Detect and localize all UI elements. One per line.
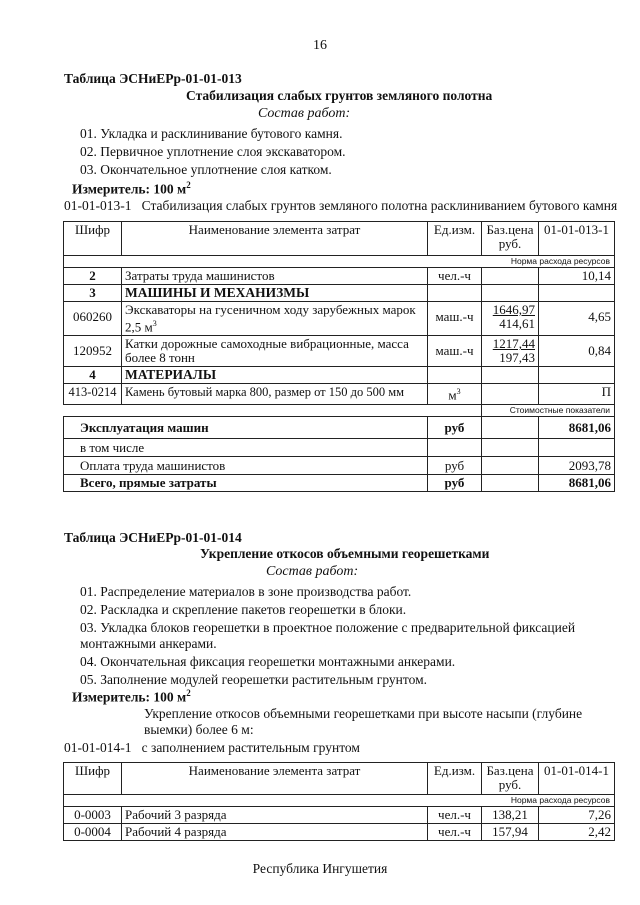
row-name: Камень бутовый марка 800, размер от 150 до 500 мм [122, 384, 428, 404]
row-price: 1217,44 197,43 [482, 336, 539, 367]
table2-work-5: 05. Заполнение модулей георешетки растительным грунтом. [80, 672, 428, 687]
table-row [64, 807, 615, 824]
row-price [482, 416, 539, 438]
row-value [539, 285, 615, 302]
row-price [482, 268, 539, 285]
row-unit [428, 285, 482, 302]
row-name: Катки дорожные самоходные вибрационные, масса более 8 тонн [122, 336, 428, 367]
table-row [64, 456, 615, 474]
row-value: 0,84 [539, 336, 615, 367]
header-col: 01-01-013-1 [539, 222, 615, 256]
row-price: 138,21 [482, 807, 539, 824]
norma-label: Норма расхода ресурсов [64, 256, 615, 268]
table1-work-1: 01. Укладка и расклинивание бутового камня. [80, 126, 343, 141]
row-value: 4,65 [539, 302, 615, 336]
table2-sostav-label: Состав работ: [266, 564, 359, 579]
row-unit: чел.-ч [428, 824, 482, 841]
table-row [64, 336, 615, 367]
table2-desc-1: Укрепление откосов объемными георешетками при высоте насыпи (глубине [144, 706, 583, 721]
header-price: Баз.цена руб. [482, 222, 539, 256]
table1-code: Таблица ЭСНиЕРр-01-01-013 [64, 71, 242, 86]
header-unit: Ед.изм. [428, 222, 482, 256]
row-unit [428, 438, 482, 456]
table-row [64, 384, 615, 404]
table2-work-1: 01. Распределение материалов в зоне производства работ. [80, 584, 412, 599]
cost-spacer [64, 404, 482, 416]
cost-pay-value: 2093,78 [539, 456, 615, 474]
table-row [64, 367, 615, 384]
header-code: Шифр [64, 222, 122, 256]
table-row [64, 285, 615, 302]
header-unit: Ед.изм. [428, 763, 482, 795]
row-code: 0-0003 [64, 807, 122, 824]
table-row [64, 438, 615, 456]
table1-measure: Измеритель: 100 $м^2$ [72, 180, 191, 197]
row-unit: маш.-ч [428, 336, 482, 367]
table-row [64, 474, 615, 491]
cost-pay-unit: руб [428, 456, 482, 474]
table1-item-line: 01-01-013-1 Стабилизация слабых грунтов земляного полотна расклиниванием бутового камня [64, 198, 618, 213]
row-value: 10,14 [539, 268, 615, 285]
row-code: 060260 [64, 302, 122, 336]
header-name: Наименование элемента затрат [122, 222, 428, 256]
row-value: 7,26 [539, 807, 615, 824]
row-num: 4 [64, 367, 122, 384]
table1-work-2: 02. Первичное уплотнение слоя экскаватором. [80, 144, 346, 159]
cost-expl-name: Эксплуатация машин [64, 416, 428, 438]
row-price [482, 474, 539, 491]
table2-work-2: 02. Раскладка и скрепление пакетов георешетки в блоки. [80, 602, 407, 617]
table2-item-line: 01-01-014-1 с заполнением растительным грунтом [64, 740, 360, 755]
row-price [482, 367, 539, 384]
header-col: 01-01-014-1 [539, 763, 615, 795]
table-row [64, 268, 615, 285]
table2-work-4: 04. Окончательная фиксация георешетки монтажными анкерами. [80, 654, 456, 669]
row-value: 2,42 [539, 824, 615, 841]
table2-measure: Измеритель: 100 $м^2$ [72, 688, 191, 705]
row-name: Затраты труда машинистов [122, 268, 428, 285]
table2-desc-2: выемки) более 6 м: [144, 722, 254, 737]
cost-total-unit: руб [428, 474, 482, 491]
table-row [64, 302, 615, 336]
row-unit [428, 367, 482, 384]
norma-label: Норма расхода ресурсов [64, 795, 615, 807]
row-value [539, 367, 615, 384]
header-code: Шифр [64, 763, 122, 795]
section-materials: МАТЕРИАЛЫ [122, 367, 428, 384]
row-price: 1646,97 414,61 [482, 302, 539, 336]
row-num: 3 [64, 285, 122, 302]
table1-grid [63, 221, 615, 492]
row-unit: $м^3$ [428, 384, 482, 404]
cost-expl-unit: руб [428, 416, 482, 438]
row-price [482, 456, 539, 474]
page-number: 16 [313, 38, 327, 53]
header-name: Наименование элемента затрат [122, 763, 428, 795]
table2-code: Таблица ЭСНиЕРр-01-01-014 [64, 530, 242, 545]
row-code: 0-0004 [64, 824, 122, 841]
table1-work-3: 03. Окончательное уплотнение слоя катком. [80, 162, 332, 177]
row-code: 120952 [64, 336, 122, 367]
table2-work-3-cont: монтажными анкерами. [80, 636, 217, 651]
table-row [64, 416, 615, 438]
row-name: Рабочий 3 разряда [122, 807, 428, 824]
row-code: 413-0214 [64, 384, 122, 404]
table2-work-3: 03. Укладка блоков георешетки в проектное положение с предварительной фиксацией [80, 620, 576, 635]
cost-label: Стоимостные показатели [482, 404, 615, 416]
row-num: 2 [64, 268, 122, 285]
row-unit: маш.-ч [428, 302, 482, 336]
footer-region: Республика Ингушетия [252, 861, 388, 876]
row-price [482, 285, 539, 302]
row-value: П [539, 384, 615, 404]
row-price: 157,94 [482, 824, 539, 841]
cost-pay-name: Оплата труда машинистов [64, 456, 428, 474]
table1-sostav-label: Состав работ: [258, 106, 351, 121]
header-price: Баз.цена руб. [482, 763, 539, 795]
row-price [482, 384, 539, 404]
table-row [64, 824, 615, 841]
row-name: Рабочий 4 разряда [122, 824, 428, 841]
cost-total-name: Всего, прямые затраты [64, 474, 428, 491]
table2-title: Укрепление откосов объемными георешетками [200, 546, 490, 561]
row-unit: чел.-ч [428, 268, 482, 285]
table1-title: Стабилизация слабых грунтов земляного полотна [186, 88, 493, 103]
row-value [539, 438, 615, 456]
section-machines: МАШИНЫ И МЕХАНИЗМЫ [122, 285, 428, 302]
table2-grid [63, 762, 615, 841]
row-name: Экскаваторы на гусеничном ходу зарубежных марок 2,5 $м^3$ [122, 302, 428, 336]
cost-total-value: 8681,06 [539, 474, 615, 491]
cost-incl-name: в том числе [64, 438, 428, 456]
row-unit: чел.-ч [428, 807, 482, 824]
row-price [482, 438, 539, 456]
cost-expl-value: 8681,06 [539, 416, 615, 438]
